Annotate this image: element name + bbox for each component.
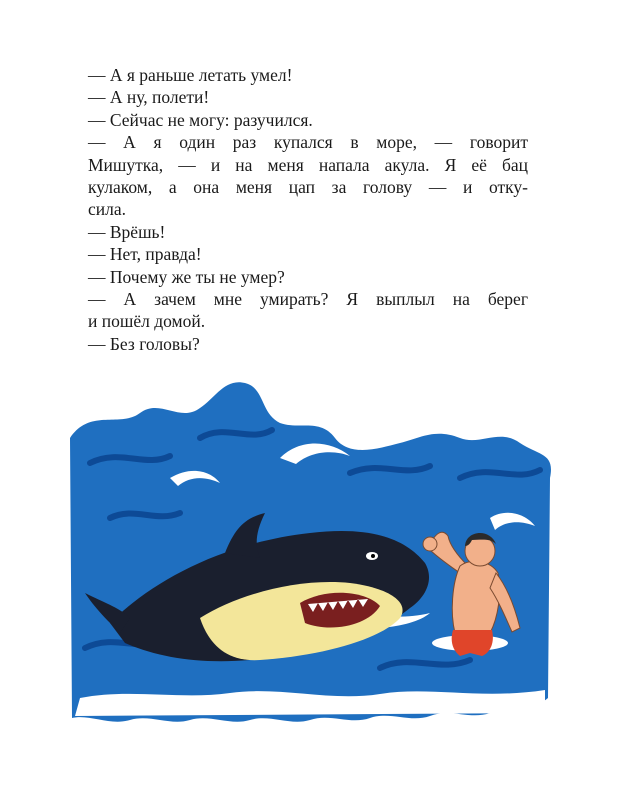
text-line: сила. [88,199,127,220]
dialogue-paragraph [88,288,528,333]
dialogue-line [88,266,528,288]
dialogue-line [88,64,528,86]
text-line: — Нет, правда! [88,244,202,265]
dialogue-line [88,333,528,355]
text-line: Мишутка, — и на меня напала акула. Я её бац [88,154,528,175]
text-line: — Без головы? [88,333,200,354]
text-line: — А я один раз купался в море, — говорит [88,132,528,153]
boy-torso [452,561,499,633]
text-line: — А я раньше летать умел! [88,65,293,85]
dialogue-line [88,243,528,265]
text-line: — А ну, полети! [88,87,210,108]
text-line: — Врёшь! [88,221,166,242]
illustration-svg [50,368,570,778]
text-line: — А зачем мне умирать? Я выплыл на берег [88,289,528,310]
shark-illustration [50,368,570,778]
dialogue-paragraph [88,131,528,221]
text-line: кулаком, а она меня цап за голову — и отку- [88,177,528,198]
story-text [88,64,528,355]
boy-shorts [452,630,493,656]
dialogue-line [88,109,528,131]
text-line: и пошёл домой. [88,311,206,332]
dialogue-line [88,86,528,108]
text-line: — Почему же ты не умер? [88,266,285,287]
text-line: — Сейчас не могу: разучился. [88,109,313,130]
dialogue-line [88,221,528,243]
boy-fist [423,537,437,551]
